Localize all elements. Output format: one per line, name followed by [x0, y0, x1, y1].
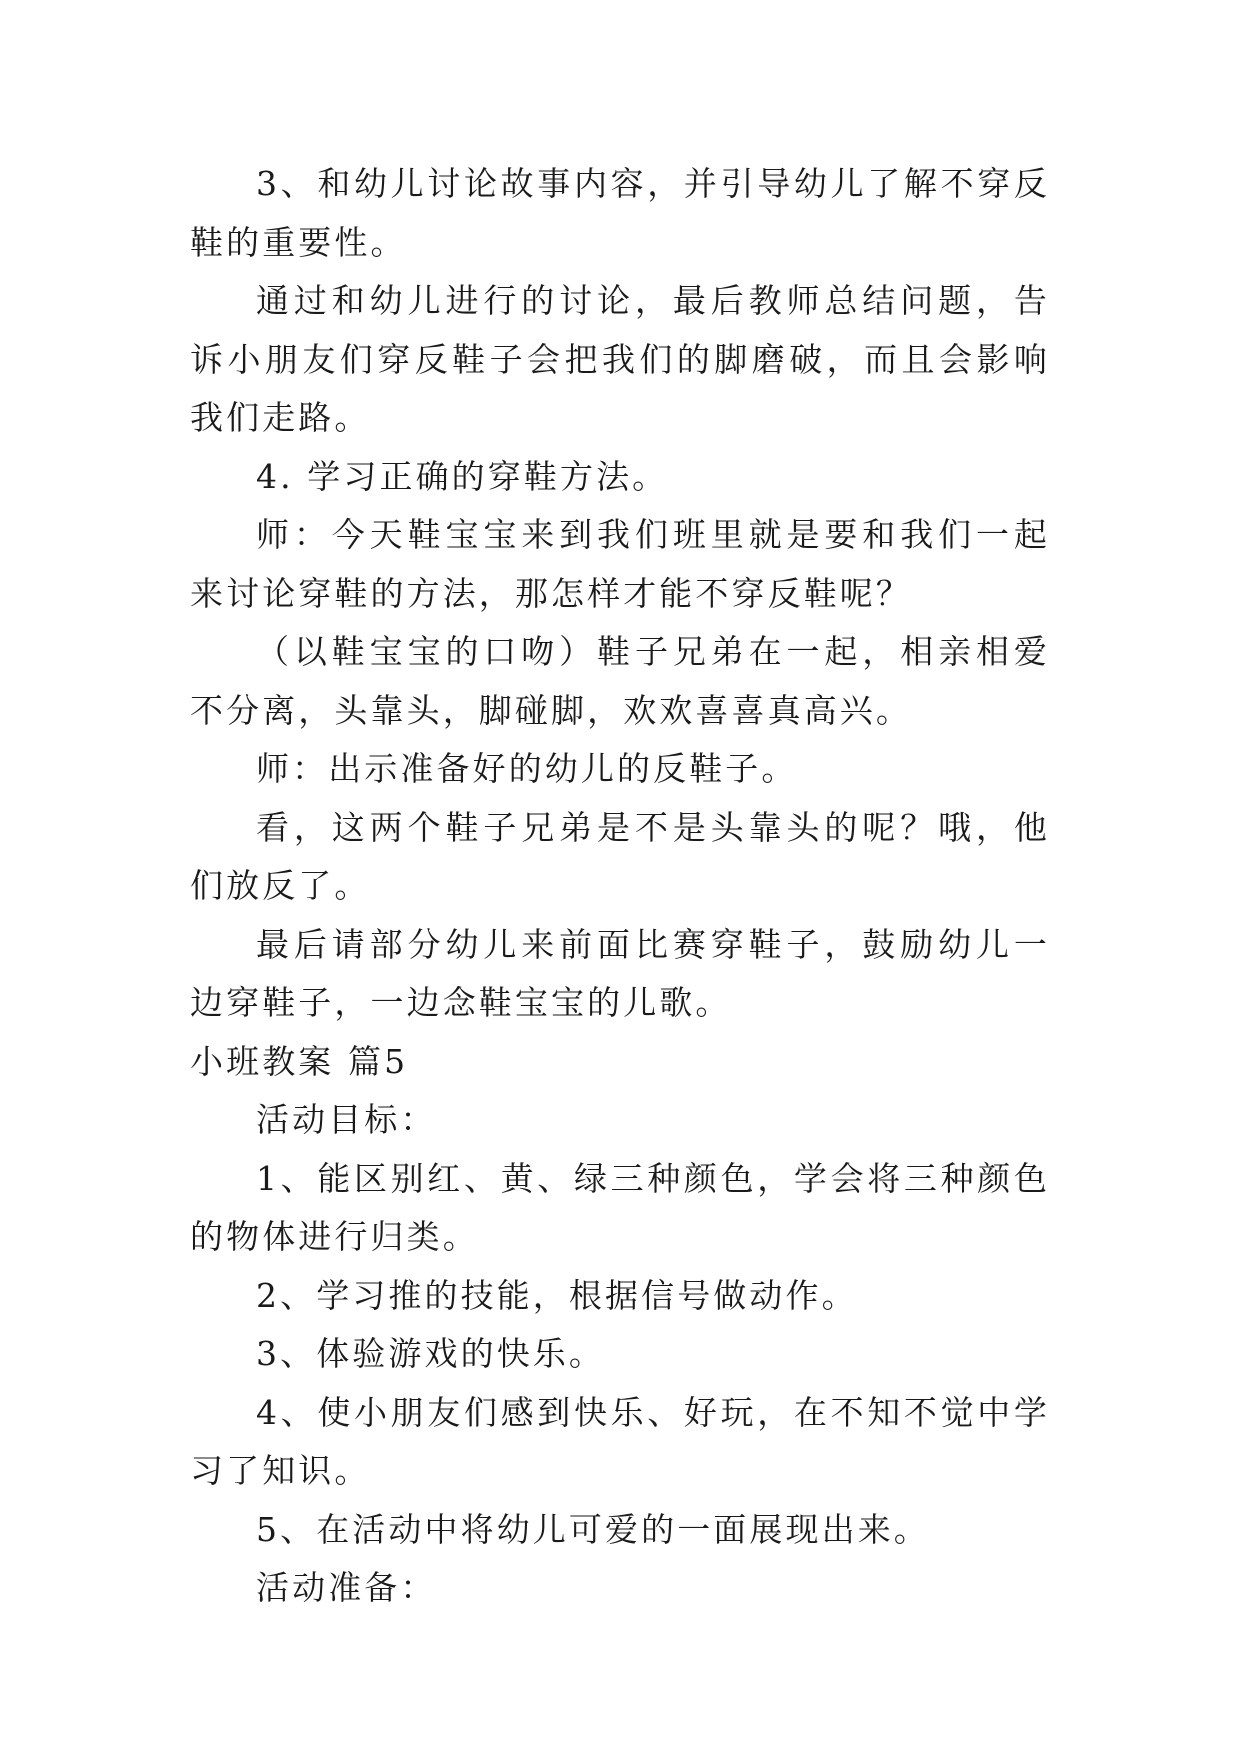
paragraph: 看，这两个鞋子兄弟是不是头靠头的呢？哦，他们放反了。 — [190, 807, 1050, 905]
section-heading: 小班教案 篇5 — [190, 1041, 409, 1081]
paragraph: 最后请部分幼儿来前面比赛穿鞋子，鼓励幼儿一边穿鞋子，一边念鞋宝宝的儿歌。 — [190, 924, 1050, 1022]
paragraph: （以鞋宝宝的口吻）鞋子兄弟在一起，相亲相爱不分离，头靠头，脚碰脚，欢欢喜喜真高兴。 — [190, 632, 1050, 730]
paragraph: 1、能区别红、黄、绿三种颜色，学会将三种颜色的物体进行归类。 — [190, 1158, 1050, 1256]
paragraph: 4. 学习正确的穿鞋方法。 — [256, 456, 669, 496]
paragraph: 师：出示准备好的幼儿的反鞋子。 — [256, 749, 798, 788]
paragraph: 2、学习推的技能，根据信号做动作。 — [256, 1275, 858, 1315]
paragraph: 3、体验游戏的快乐。 — [256, 1334, 605, 1373]
paragraph: 3、和幼儿讨论故事内容，并引导幼儿了解不穿反鞋的重要性。 — [190, 164, 1050, 262]
paragraph: 活动目标： — [256, 1100, 437, 1139]
paragraph: 5、在活动中将幼儿可爱的一面展现出来。 — [256, 1509, 930, 1549]
paragraph: 活动准备： — [256, 1568, 437, 1607]
paragraph: 通过和幼儿进行的讨论，最后教师总结问题，告诉小朋友们穿反鞋子会把我们的脚磨破，而且会影响我们走路。 — [190, 281, 1050, 437]
paragraph: 4、使小朋友们感到快乐、好玩，在不知不觉中学习了知识。 — [190, 1392, 1050, 1490]
document-body — [190, 155, 1050, 1618]
paragraph: 师：今天鞋宝宝来到我们班里就是要和我们一起来讨论穿鞋的方法，那怎样才能不穿反鞋呢？ — [190, 515, 1050, 613]
